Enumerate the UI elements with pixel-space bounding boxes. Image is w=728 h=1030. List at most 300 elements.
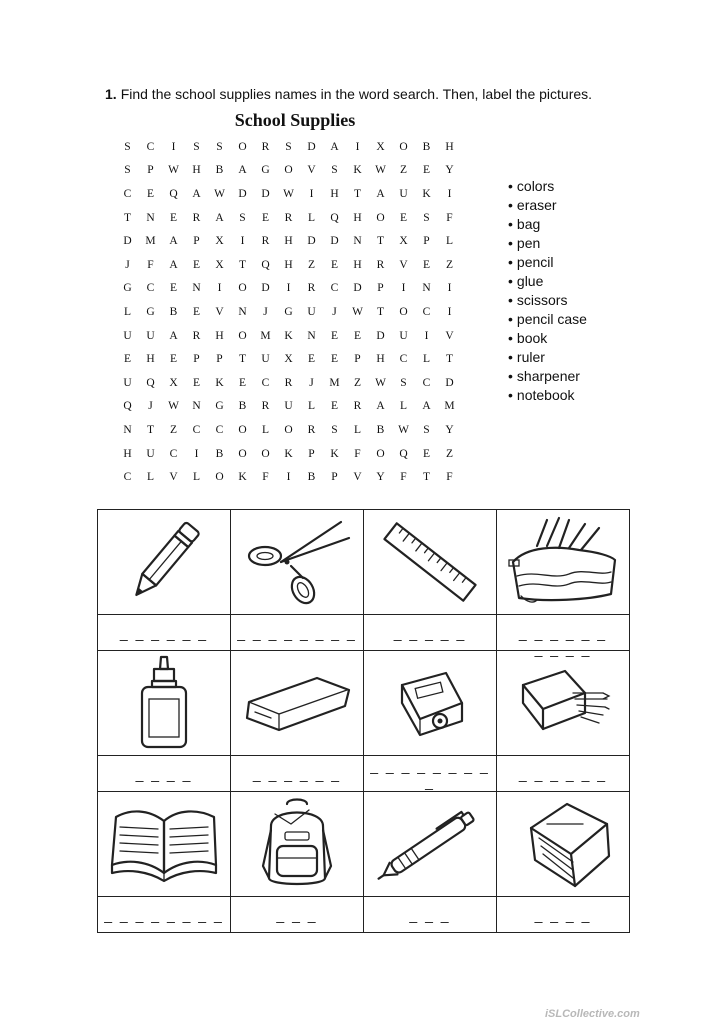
wordsearch-letter[interactable]: R [307,282,316,295]
wordsearch-letter[interactable]: N [123,423,132,436]
wordsearch-letter[interactable]: C [123,187,132,200]
wordsearch-letter[interactable]: N [192,400,201,413]
wordsearch-letter[interactable]: I [171,140,176,153]
wordsearch-letter[interactable]: V [445,329,454,342]
wordsearch-letter[interactable]: E [307,353,316,366]
wordsearch-letter[interactable]: H [353,211,362,224]
wordsearch-letter[interactable]: U [284,400,293,413]
wordsearch-letter[interactable]: R [353,400,362,413]
wordsearch-letter[interactable]: G [215,400,224,413]
wordsearch-letter[interactable]: L [146,471,155,484]
answer-dashes-second-word: _ _ _ _ [534,641,592,657]
word-list-item: • scissors [508,291,587,310]
wordsearch-letter[interactable]: L [307,211,316,224]
wordsearch-letter[interactable]: E [399,211,408,224]
wordsearch-letter[interactable]: T [376,305,385,318]
answer-dashes: _ _ _ _ _ _ _ _ _ [370,757,490,790]
wordsearch-letter[interactable]: E [169,353,178,366]
word-list-item: • eraser [508,196,587,215]
wordsearch-letter[interactable]: A [376,400,385,413]
wordsearch-letter[interactable]: E [261,211,270,224]
wordsearch-letter[interactable]: C [192,423,201,436]
wordsearch-letter[interactable]: D [445,376,454,389]
wordsearch-letter[interactable]: S [216,140,223,153]
picture-cell [364,651,497,756]
wordsearch-letter[interactable]: F [400,471,407,484]
book-icon [513,798,613,890]
wordsearch-letter[interactable]: A [192,187,201,200]
wordsearch-letter[interactable]: A [376,187,385,200]
wordsearch-letter[interactable]: H [445,140,454,153]
word-list-item: • pencil [508,253,587,272]
wordsearch-letter[interactable]: P [216,353,223,366]
answer-dashes: _ _ _ _ _ _ [518,765,608,782]
wordsearch-letter[interactable]: L [399,400,408,413]
wordsearch-letter[interactable]: A [169,235,178,248]
wordsearch-letter[interactable]: R [192,211,201,224]
wordsearch-letter[interactable]: L [422,353,431,366]
wordsearch-letter[interactable]: A [169,329,178,342]
wordsearch-letter[interactable]: R [307,423,316,436]
wordsearch-letter[interactable]: R [284,211,293,224]
wordsearch-letter[interactable]: K [238,471,247,484]
wordsearch-letter[interactable]: E [353,329,362,342]
wordsearch-letter[interactable]: K [422,187,431,200]
wordsearch-letter[interactable]: E [330,400,339,413]
wordsearch-letter[interactable]: D [123,235,132,248]
wordsearch-letter[interactable]: L [261,423,270,436]
wordsearch-letter[interactable]: H [284,258,293,271]
wordsearch-letter[interactable]: N [353,235,362,248]
wordsearch-row [116,442,461,466]
wordsearch-row [116,182,461,206]
word-list-item: • colors [508,177,587,196]
wordsearch-letter[interactable]: H [353,258,362,271]
wordsearch-letter[interactable]: G [123,282,132,295]
wordsearch-letter[interactable]: E [169,211,178,224]
wordsearch-letter[interactable]: S [331,423,338,436]
wordsearch-letter[interactable]: X [215,258,224,271]
wordsearch-letter[interactable]: M [145,235,156,248]
wordsearch-letter[interactable]: R [261,235,270,248]
wordsearch-letter[interactable]: F [354,447,361,460]
wordsearch-letter[interactable]: J [263,305,268,318]
wordsearch-letter[interactable]: W [283,187,294,200]
wordsearch-letter[interactable]: T [238,353,247,366]
wordsearch-letter[interactable]: V [307,164,316,177]
wordsearch-row [116,347,461,371]
wordsearch-row [116,229,461,253]
picture-cell [231,510,364,615]
wordsearch-letter[interactable]: N [238,305,247,318]
answer-dashes: _ _ _ [276,906,318,923]
wordsearch-letter[interactable]: N [307,329,316,342]
wordsearch-letter[interactable]: G [146,305,155,318]
wordsearch-letter[interactable]: E [330,329,339,342]
wordsearch-letter[interactable]: O [284,164,293,177]
wordsearch-letter[interactable]: L [192,471,201,484]
picture-cell [231,651,364,756]
wordsearch-letter[interactable]: O [399,305,408,318]
answer-dashes: _ _ _ _ [534,906,592,923]
pen-icon [374,799,486,889]
wordsearch-letter[interactable]: B [169,305,178,318]
wordsearch-letter[interactable]: D [353,282,362,295]
wordsearch-letter[interactable]: W [375,164,386,177]
wordsearch-letter[interactable]: I [217,282,222,295]
wordsearch-letter[interactable]: S [239,211,246,224]
wordsearch-letter[interactable]: D [307,140,316,153]
wordsearch-letter[interactable]: K [330,447,339,460]
wordsearch-letter[interactable]: V [353,471,362,484]
wordsearch-letter[interactable]: D [238,187,247,200]
wordsearch-letter[interactable]: O [238,140,247,153]
word-list-item: • sharpener [508,367,587,386]
wordsearch-letter[interactable]: P [331,471,338,484]
wordsearch-letter[interactable]: Q [261,258,270,271]
wordsearch-letter[interactable]: P [193,353,200,366]
wordsearch-letter[interactable]: U [399,329,408,342]
wordsearch-letter[interactable]: D [261,187,270,200]
word-list-item: • pencil case [508,310,587,329]
wordsearch-letter[interactable]: Q [330,211,339,224]
wordsearch-letter[interactable]: F [262,471,269,484]
watermark: iSLCollective.com [545,1008,640,1020]
glue-icon [134,655,194,751]
wordsearch-letter[interactable]: T [146,423,155,436]
wordsearch-letter[interactable]: D [330,235,339,248]
wordsearch-letter[interactable]: P [193,235,200,248]
wordsearch-letter[interactable]: P [147,164,154,177]
word-list-item: • book [508,329,587,348]
wordsearch-letter[interactable]: R [261,140,270,153]
wordsearch-letter[interactable]: P [423,235,430,248]
wordsearch-letter[interactable]: C [146,282,155,295]
wordsearch-letter[interactable]: M [329,376,340,389]
wordsearch-letter[interactable]: S [423,423,430,436]
wordsearch-letter[interactable]: O [399,140,408,153]
wordsearch-letter[interactable]: X [399,235,408,248]
wordsearch-letter[interactable]: M [444,400,455,413]
wordsearch-letter[interactable]: U [261,353,270,366]
answer-blank[interactable] [497,615,630,657]
wordsearch-letter[interactable]: B [376,423,385,436]
wordsearch-letter[interactable]: G [284,305,293,318]
wordsearch-letter[interactable]: E [330,258,339,271]
wordsearch-letter[interactable]: H [123,447,132,460]
wordsearch-letter[interactable]: W [352,305,363,318]
wordsearch-letter[interactable]: N [192,282,201,295]
wordsearch-letter[interactable]: X [169,376,178,389]
wordsearch-letter[interactable]: H [284,235,293,248]
wordsearch-letter[interactable]: E [422,164,431,177]
wordsearch-letter[interactable]: C [261,376,270,389]
wordsearch-letter[interactable]: I [447,282,452,295]
wordsearch-letter[interactable]: X [376,140,385,153]
answer-dashes: _ _ _ _ [135,765,193,782]
wordsearch-letter[interactable]: Y [445,164,454,177]
answer-blank[interactable] [231,756,364,792]
wordsearch-letter[interactable]: Z [307,258,316,271]
wordsearch-letter[interactable]: S [331,164,338,177]
wordsearch-letter[interactable]: F [147,258,154,271]
wordsearch-letter[interactable]: L [123,305,132,318]
wordsearch-letter[interactable]: R [261,400,270,413]
wordsearch-letter[interactable]: U [146,329,155,342]
wordsearch-letter[interactable]: B [238,400,247,413]
wordsearch-letter[interactable]: C [146,140,155,153]
wordsearch-letter[interactable]: Z [399,164,408,177]
wordsearch-row [116,135,461,159]
wordsearch-letter[interactable]: E [238,376,247,389]
wordsearch-letter[interactable]: I [286,282,291,295]
wordsearch-letter[interactable]: S [124,140,131,153]
wordsearch-letter[interactable]: Y [376,471,385,484]
wordsearch-letter[interactable]: I [194,447,199,460]
colors-icon [513,663,613,743]
wordsearch-letter[interactable]: V [169,471,178,484]
wordsearch-letter[interactable]: D [307,235,316,248]
picture-cell [497,792,630,897]
wordsearch-letter[interactable]: U [307,305,316,318]
instruction-text: Find the school supplies names in the word search. Then, label the pictures. [120,86,593,102]
word-list-item: • notebook [508,386,587,405]
wordsearch-letter[interactable]: Q [146,376,155,389]
picture-cell [364,792,497,897]
wordsearch-letter[interactable]: I [447,187,452,200]
answer-blank[interactable] [364,615,497,651]
bag-icon [257,796,337,892]
wordsearch-letter[interactable]: K [284,329,293,342]
wordsearch-row [116,206,461,230]
wordsearch-letter[interactable]: I [355,140,360,153]
eraser-icon [241,668,353,738]
wordsearch-letter[interactable]: Y [445,423,454,436]
answer-blank[interactable] [231,897,364,933]
wordsearch-letter[interactable]: H [330,187,339,200]
wordsearch-letter[interactable]: S [193,140,200,153]
wordsearch-letter[interactable]: P [377,282,384,295]
answer-dashes: _ _ _ _ _ [393,624,467,641]
wordsearch-letter[interactable]: C [215,423,224,436]
answer-blank[interactable] [364,897,497,933]
wordsearch-letter[interactable]: S [423,211,430,224]
wordsearch-letter[interactable]: W [375,376,386,389]
wordsearch-row [116,324,461,348]
wordsearch-letter[interactable]: B [422,140,431,153]
word-list [508,177,587,405]
wordsearch-letter[interactable]: T [238,258,247,271]
wordsearch-letter[interactable]: V [215,305,224,318]
wordsearch-letter[interactable]: B [307,471,316,484]
wordsearch-letter[interactable]: B [215,164,224,177]
wordsearch-letter[interactable]: T [376,235,385,248]
wordsearch-letter[interactable]: I [401,282,406,295]
wordsearch-letter[interactable]: A [169,258,178,271]
answer-dashes: _ _ _ _ _ _ [119,624,209,641]
answer-blank[interactable] [98,615,231,651]
wordsearch-letter[interactable]: R [376,258,385,271]
ruler-icon [380,517,480,607]
wordsearch-row [116,277,461,301]
wordsearch-letter[interactable]: A [238,164,247,177]
wordsearch-letter[interactable]: W [168,400,179,413]
wordsearch-letter[interactable]: O [215,471,224,484]
wordsearch-letter[interactable]: K [353,164,362,177]
wordsearch-letter[interactable]: U [146,447,155,460]
wordsearch-letter[interactable]: V [399,258,408,271]
wordsearch-letter[interactable]: E [192,258,201,271]
answer-blank[interactable] [231,615,364,651]
sharpener-icon [390,663,470,743]
wordsearch-letter[interactable]: X [284,353,293,366]
wordsearch-letter[interactable]: R [284,376,293,389]
answer-dashes: _ _ _ _ _ _ [252,765,342,782]
wordsearch-letter[interactable]: U [123,376,132,389]
wordsearch-letter[interactable]: A [330,140,339,153]
wordsearch-letter[interactable]: E [146,187,155,200]
answer-dashes: _ _ _ [409,906,451,923]
wordsearch-letter[interactable]: Q [399,447,408,460]
wordsearch-letter[interactable]: P [354,353,361,366]
wordsearch-letter[interactable]: E [330,353,339,366]
wordsearch-letter[interactable]: L [445,235,454,248]
wordsearch-letter[interactable]: E [169,282,178,295]
scissors-icon [241,516,353,608]
wordsearch-letter[interactable]: A [422,400,431,413]
wordsearch-letter[interactable]: N [422,282,431,295]
wordsearch-letter[interactable]: E [422,447,431,460]
wordsearch-letter[interactable]: O [238,447,247,460]
wordsearch-letter[interactable]: W [398,423,409,436]
wordsearch-letter[interactable]: P [308,447,315,460]
wordsearch-letter[interactable]: S [124,164,131,177]
wordsearch-letter[interactable]: B [215,447,224,460]
wordsearch-row [116,371,461,395]
instruction [105,86,592,102]
pencil-case-icon [507,516,619,608]
wordsearch-letter[interactable]: J [148,400,153,413]
wordsearch-letter[interactable]: O [284,423,293,436]
wordsearch-letter[interactable]: Z [445,447,454,460]
wordsearch-letter[interactable]: E [123,353,132,366]
notebook-icon [108,799,220,889]
answer-blank[interactable] [364,756,497,792]
wordsearch-letter[interactable]: J [332,305,337,318]
wordsearch-letter[interactable]: D [376,329,385,342]
wordsearch-letter[interactable]: S [400,376,407,389]
wordsearch-letter[interactable]: W [214,187,225,200]
wordsearch-letter[interactable]: H [192,164,201,177]
wordsearch-letter[interactable]: F [446,471,453,484]
wordsearch-letter[interactable]: I [240,235,245,248]
wordsearch-letter[interactable]: O [238,329,247,342]
wordsearch-letter[interactable]: E [192,305,201,318]
word-list-item: • pen [508,234,587,253]
wordsearch-letter[interactable]: K [284,447,293,460]
wordsearch-letter[interactable]: O [376,447,385,460]
answer-blank[interactable] [98,756,231,792]
wordsearch-letter[interactable]: D [261,282,270,295]
wordsearch-letter[interactable]: K [215,376,224,389]
answer-dashes: _ _ _ _ _ _ _ _ [104,906,224,923]
wordsearch-row [116,395,461,419]
wordsearch-letter[interactable]: M [260,329,271,342]
answer-dashes: _ _ _ _ _ _ [518,624,608,641]
wordsearch-letter[interactable]: W [168,164,179,177]
wordsearch-letter[interactable]: G [261,164,270,177]
picture-cell [231,792,364,897]
wordsearch-letter[interactable]: H [376,353,385,366]
wordsearch-letter[interactable]: H [215,329,224,342]
wordsearch-letter[interactable]: T [353,187,362,200]
answer-blank[interactable] [497,756,630,792]
wordsearch-letter[interactable]: A [215,211,224,224]
wordsearch-letter[interactable]: Q [123,400,132,413]
wordsearch-letter[interactable]: J [125,258,130,271]
wordsearch-letter[interactable]: U [399,187,408,200]
wordsearch-letter[interactable]: N [146,211,155,224]
wordsearch-letter[interactable]: H [146,353,155,366]
wordsearch-letter[interactable]: C [422,376,431,389]
wordsearch-letter[interactable]: U [123,329,132,342]
wordsearch-letter[interactable]: J [309,376,314,389]
wordsearch-letter[interactable]: E [422,258,431,271]
wordsearch-letter[interactable]: X [215,235,224,248]
wordsearch-letter[interactable]: E [192,376,201,389]
wordsearch-letter[interactable]: Z [353,376,362,389]
wordsearch-letter[interactable]: O [261,447,270,460]
wordsearch-letter[interactable]: C [169,447,178,460]
wordsearch-letter[interactable]: O [376,211,385,224]
wordsearch-letter[interactable]: I [286,471,291,484]
wordsearch-letter[interactable]: C [399,353,408,366]
answer-blank[interactable] [98,897,231,933]
wordsearch-letter[interactable]: T [123,211,132,224]
wordsearch-letter[interactable]: L [353,423,362,436]
wordsearch-letter[interactable]: Z [445,258,454,271]
wordsearch-row [116,300,461,324]
wordsearch-letter[interactable]: R [192,329,201,342]
wordsearch-letter[interactable]: C [422,305,431,318]
wordsearch-letter[interactable]: I [309,187,314,200]
wordsearch-letter[interactable]: O [238,282,247,295]
wordsearch-letter[interactable]: I [424,329,429,342]
wordsearch-letter[interactable]: O [238,423,247,436]
wordsearch-row [116,253,461,277]
wordsearch-letter[interactable]: T [422,471,431,484]
wordsearch-letter[interactable]: Z [169,423,178,436]
wordsearch-grid [116,135,461,489]
picture-cell [98,792,231,897]
wordsearch-letter[interactable]: C [123,471,132,484]
wordsearch-letter[interactable]: L [307,400,316,413]
wordsearch-letter[interactable]: I [447,305,452,318]
answer-dashes: _ _ _ _ _ _ _ _ [237,624,357,641]
wordsearch-row [116,159,461,183]
wordsearch-letter[interactable]: F [446,211,453,224]
wordsearch-letter[interactable]: S [285,140,292,153]
wordsearch-letter[interactable]: C [330,282,339,295]
picture-cell [98,510,231,615]
wordsearch-title: School Supplies [234,110,356,130]
wordsearch-row [116,418,461,442]
wordsearch-row [116,465,461,489]
wordsearch-letter[interactable]: T [445,353,454,366]
answer-blank[interactable] [497,897,630,933]
pencil-icon [124,519,204,605]
wordsearch-letter[interactable]: Q [169,187,178,200]
